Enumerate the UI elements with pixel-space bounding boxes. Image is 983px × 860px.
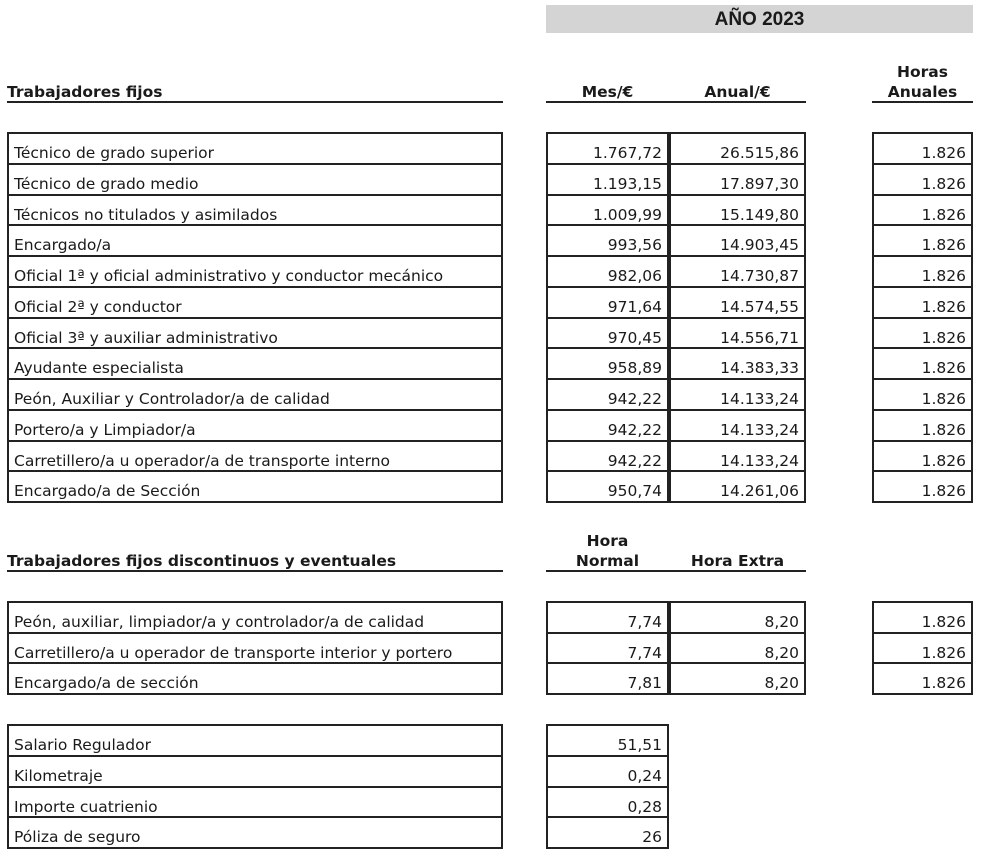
row-label: Peón, Auxiliar y Controlador/a de calidad: [7, 380, 503, 411]
row-value: 51,51: [546, 724, 669, 757]
hora-normal-value: 7,81: [546, 664, 669, 695]
anual-value: 14.133,24: [669, 380, 806, 411]
row-value: 26: [546, 818, 669, 849]
row-value: 0,24: [546, 757, 669, 788]
row-label: Kilometraje: [7, 757, 503, 788]
row-label: Encargado/a de sección: [7, 664, 503, 695]
col-anual-header: Anual/€: [669, 83, 806, 103]
anual-value: 15.149,80: [669, 196, 806, 227]
horas-value: 1.826: [872, 411, 973, 442]
year-header: [546, 5, 973, 33]
anual-value: 14.133,24: [669, 442, 806, 473]
col-mes-header: Mes/€: [546, 83, 669, 103]
hora-normal-value: 7,74: [546, 634, 669, 665]
row-label: Oficial 3ª y auxiliar administrativo: [7, 319, 503, 350]
row-label: Ayudante especialista: [7, 349, 503, 380]
col-normal-header-line1: Hora: [586, 532, 629, 550]
anual-value: 26.515,86: [669, 132, 806, 165]
horas-value: 1.826: [872, 601, 973, 634]
mes-value: 942,22: [546, 380, 669, 411]
year-label: AÑO 2023: [714, 9, 805, 30]
row-label: Salario Regulador: [7, 724, 503, 757]
horas-value: 1.826: [872, 288, 973, 319]
row-label: Póliza de seguro: [7, 818, 503, 849]
anual-value: 14.574,55: [669, 288, 806, 319]
row-label: Oficial 1ª y oficial administrativo y conductor mecánico: [7, 257, 503, 288]
horas-value: 1.826: [872, 165, 973, 196]
col-horas-header-line1: Horas: [897, 63, 948, 81]
mes-value: 971,64: [546, 288, 669, 319]
horas-value: 1.826: [872, 472, 973, 503]
row-label: Peón, auxiliar, limpiador/a y controlador/a de calidad: [7, 601, 503, 634]
row-label: Oficial 2ª y conductor: [7, 288, 503, 319]
horas-value: 1.826: [872, 442, 973, 473]
horas-value: 1.826: [872, 349, 973, 380]
anual-value: 17.897,30: [669, 165, 806, 196]
mes-value: 982,06: [546, 257, 669, 288]
mes-value: 958,89: [546, 349, 669, 380]
row-label: Portero/a y Limpiador/a: [7, 411, 503, 442]
horas-value: 1.826: [872, 634, 973, 665]
mes-value: 1.009,99: [546, 196, 669, 227]
horas-value: 1.826: [872, 257, 973, 288]
hora-extra-value: 8,20: [669, 664, 806, 695]
section1-title: Trabajadores fijos: [7, 83, 503, 103]
hora-extra-value: 8,20: [669, 634, 806, 665]
hora-normal-value: 7,74: [546, 601, 669, 634]
horas-value: 1.826: [872, 226, 973, 257]
row-label: Encargado/a de Sección: [7, 472, 503, 503]
section2-title: Trabajadores fijos discontinuos y eventuales: [7, 552, 503, 572]
anual-value: 14.383,33: [669, 349, 806, 380]
col-horas-header-line2: Anuales: [872, 83, 973, 103]
mes-value: 950,74: [546, 472, 669, 503]
row-label: Carretillero/a u operador/a de transporte interno: [7, 442, 503, 473]
col-extra-header: Hora Extra: [669, 552, 806, 572]
mes-value: 1.767,72: [546, 132, 669, 165]
mes-value: 942,22: [546, 442, 669, 473]
row-label: Encargado/a: [7, 226, 503, 257]
mes-value: 993,56: [546, 226, 669, 257]
horas-value: 1.826: [872, 380, 973, 411]
row-label: Técnico de grado medio: [7, 165, 503, 196]
horas-value: 1.826: [872, 319, 973, 350]
hora-extra-value: 8,20: [669, 601, 806, 634]
anual-value: 14.261,06: [669, 472, 806, 503]
anual-value: 14.133,24: [669, 411, 806, 442]
horas-value: 1.826: [872, 196, 973, 227]
row-label: Técnico de grado superior: [7, 132, 503, 165]
row-label: Carretillero/a u operador de transporte interior y portero: [7, 634, 503, 665]
row-value: 0,28: [546, 788, 669, 819]
mes-value: 970,45: [546, 319, 669, 350]
col-normal-header-line2: Normal: [546, 552, 669, 572]
anual-value: 14.556,71: [669, 319, 806, 350]
mes-value: 1.193,15: [546, 165, 669, 196]
anual-value: 14.903,45: [669, 226, 806, 257]
row-label: Importe cuatrienio: [7, 788, 503, 819]
anual-value: 14.730,87: [669, 257, 806, 288]
row-label: Técnicos no titulados y asimilados: [7, 196, 503, 227]
horas-value: 1.826: [872, 664, 973, 695]
horas-value: 1.826: [872, 132, 973, 165]
mes-value: 942,22: [546, 411, 669, 442]
